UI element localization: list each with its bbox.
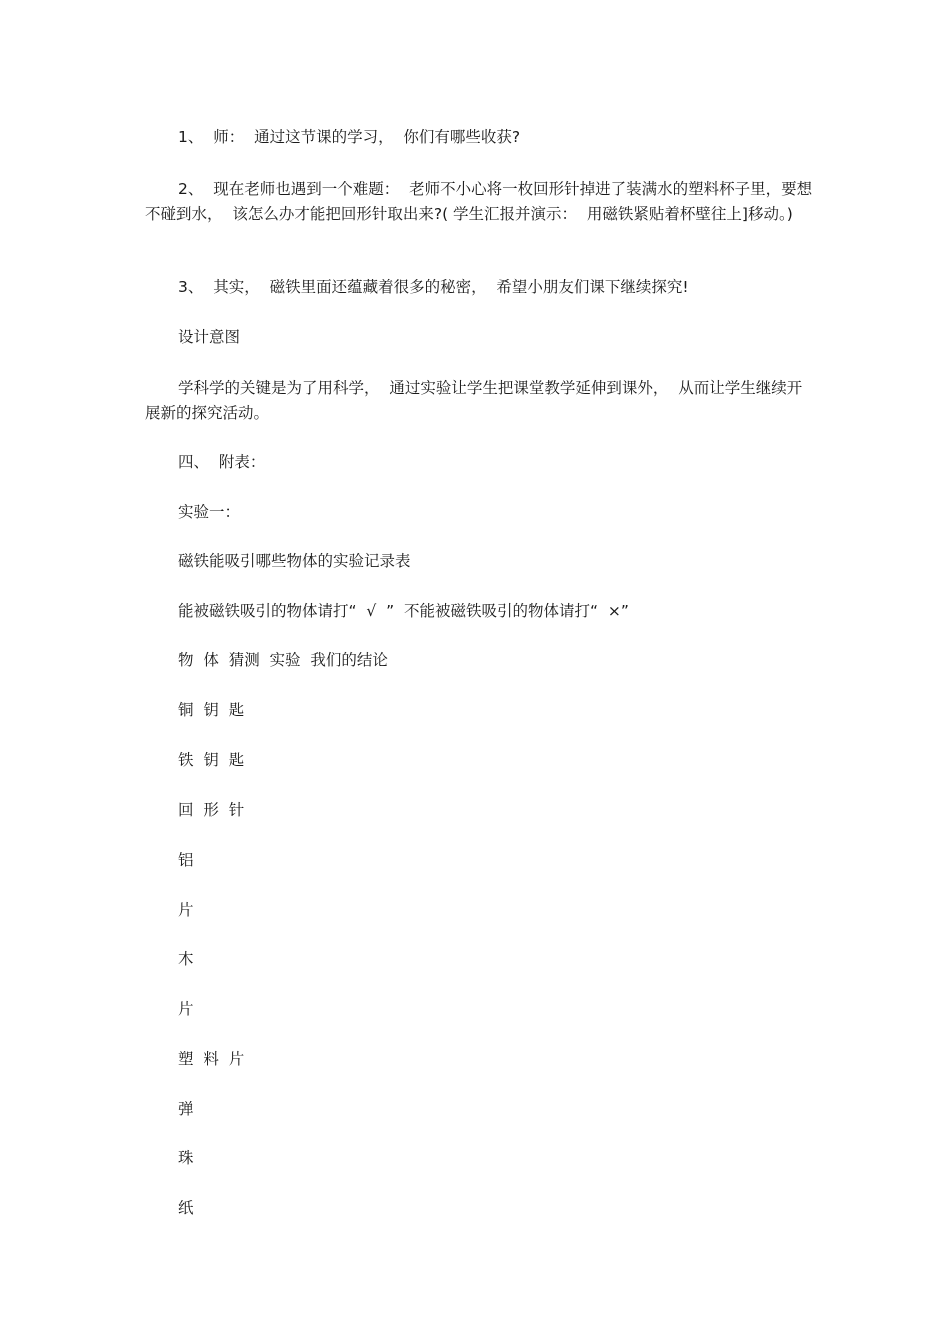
table-item-paper: 纸 xyxy=(178,1199,194,1217)
table-item-wood: 木 xyxy=(178,950,194,968)
section-heading-appendix: 四、 附表： xyxy=(178,453,266,471)
experiment-title: 实验一： xyxy=(178,503,241,521)
paragraph-paperclip-problem: 2、 现在老师也遇到一个难题： 老师不小心将一枚回形针掉进了装满水的塑料杯子里，要想不碰到水， 该怎么办才能把回形针取出来?( 学生汇报并演示： 用磁铁紧贴着杯壁往上]移动。) xyxy=(145,180,813,223)
table-item-aluminum-piece: 片 xyxy=(178,901,194,919)
section-heading-design-intent: 设计意图 xyxy=(178,328,241,346)
table-item-plastic-piece: 塑 料 片 xyxy=(178,1050,245,1068)
table-header-row: 物 体 猜测 实验 我们的结论 xyxy=(178,651,388,669)
table-item-marble-1: 弹 xyxy=(178,1100,194,1118)
table-item-paperclip: 回 形 针 xyxy=(178,801,245,819)
table-item-wood-piece: 片 xyxy=(178,1000,194,1018)
record-instructions: 能被磁铁吸引的物体请打“ √ ” 不能被磁铁吸引的物体请打“ ×” xyxy=(178,602,629,620)
table-item-copper-key: 铜 钥 匙 xyxy=(178,701,245,719)
paragraph-magnet-secrets: 3、 其实， 磁铁里面还蕴藏着很多的秘密， 希望小朋友们课下继续探究! xyxy=(178,278,689,296)
table-item-iron-key: 铁 钥 匙 xyxy=(178,751,245,769)
paragraph-design-intent: 学科学的关键是为了用科学， 通过实验让学生把课堂教学延伸到课外， 从而让学生继续开展新的探究活动。 xyxy=(145,379,803,422)
table-item-aluminum: 铝 xyxy=(178,851,194,869)
paragraph-closing-question: 1、 师： 通过这节课的学习， 你们有哪些收获? xyxy=(178,128,521,146)
table-item-marble-2: 珠 xyxy=(178,1149,194,1167)
record-table-title: 磁铁能吸引哪些物体的实验记录表 xyxy=(178,552,411,570)
